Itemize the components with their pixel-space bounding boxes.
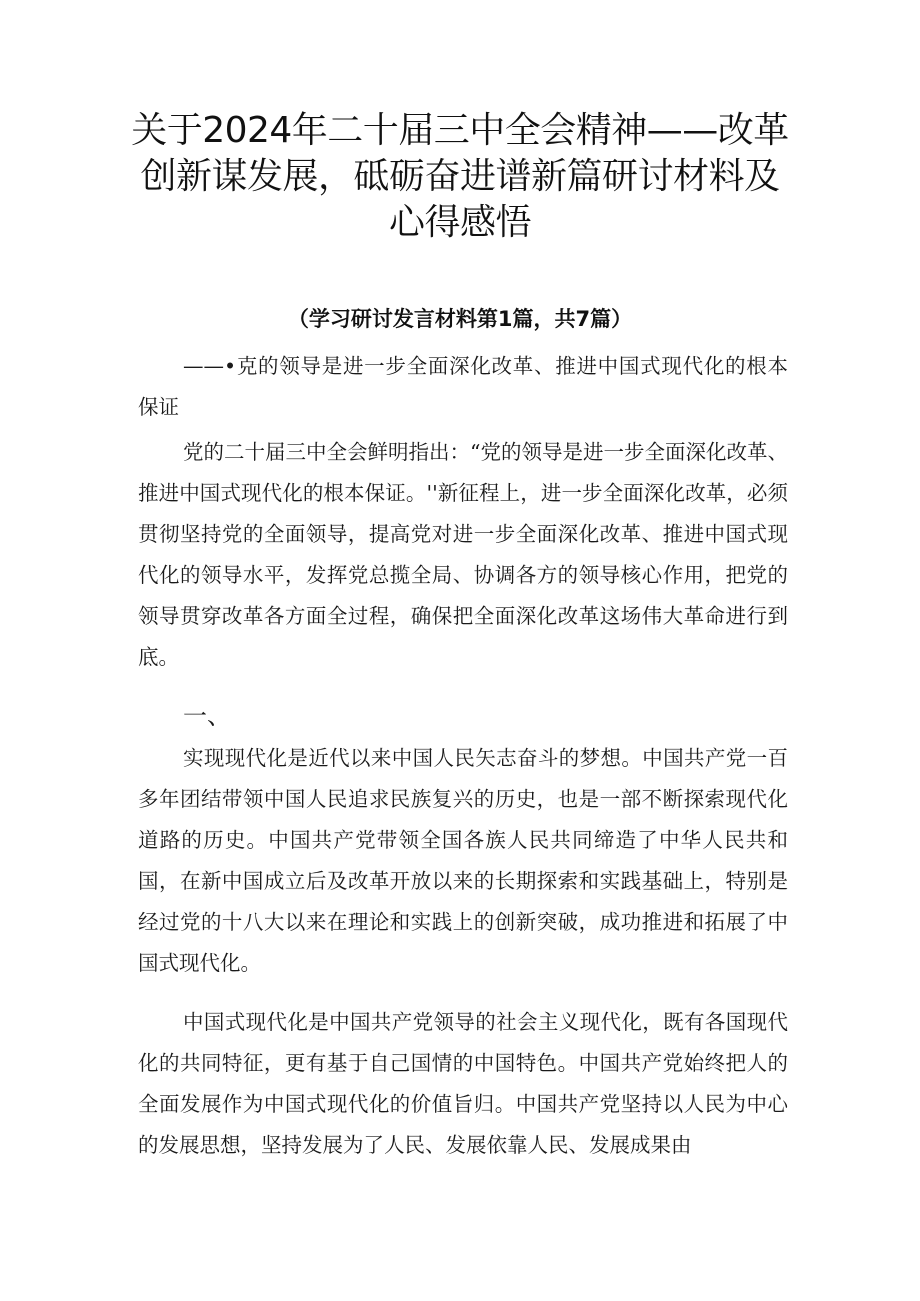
document-title <box>130 108 790 246</box>
section-heading: 一、 <box>183 702 231 730</box>
title-line-3: 心得感悟 <box>388 202 531 243</box>
lead-paragraph: ——•克的领导是进一步全面深化改革、推进中国式现代化的根本保证 <box>138 354 788 419</box>
title-line-1: 关于2024年二十届三中全会精神——改革 <box>131 110 789 151</box>
body-paragraph-1: 党的二十届三中全会鲜明指出：“党的领导是进一步全面深化改革、推进中国式现代化的根本保证。''新征程上，进一步全面深化改革，必须贯彻坚持党的全面领导，提高党对进一步全面深化改革、推进中国式现代化的领导水平，发挥党总揽全局、协调各方的领导核心作用，把党的领导贯穿改革各方面全过程，确保把全面深化改革这场伟大革命进行到底。 <box>138 440 788 669</box>
document-subtitle: （学习研讨发言材料第1篇，共7篇） <box>287 307 633 331</box>
title-line-2: 创新谋发展，砥砺奋进谱新篇研讨材料及 <box>140 156 780 197</box>
body-paragraph-3: 中国式现代化是中国共产党领导的社会主义现代化，既有各国现代化的共同特征，更有基于自己国情的中国特色。中国共产党始终把人的全面发展作为中国式现代化的价值旨归。中国共产党坚持以人民为中心的发展思想，坚持发展为了人民、发展依靠人民、发展成果由 <box>138 1010 788 1157</box>
body-paragraph-2: 实现现代化是近代以来中国人民矢志奋斗的梦想。中国共产党一百多年团结带领中国人民追求民族复兴的历史，也是一部不断探索现代化道路的历史。中国共产党带领全国各族人民共同缔造了中华人民共和国，在新中国成立后及改革开放以来的长期探索和实践基础上，特别是经过党的十八大以来在理论和实践上的创新突破，成功推进和拓展了中国式现代化。 <box>138 746 788 975</box>
